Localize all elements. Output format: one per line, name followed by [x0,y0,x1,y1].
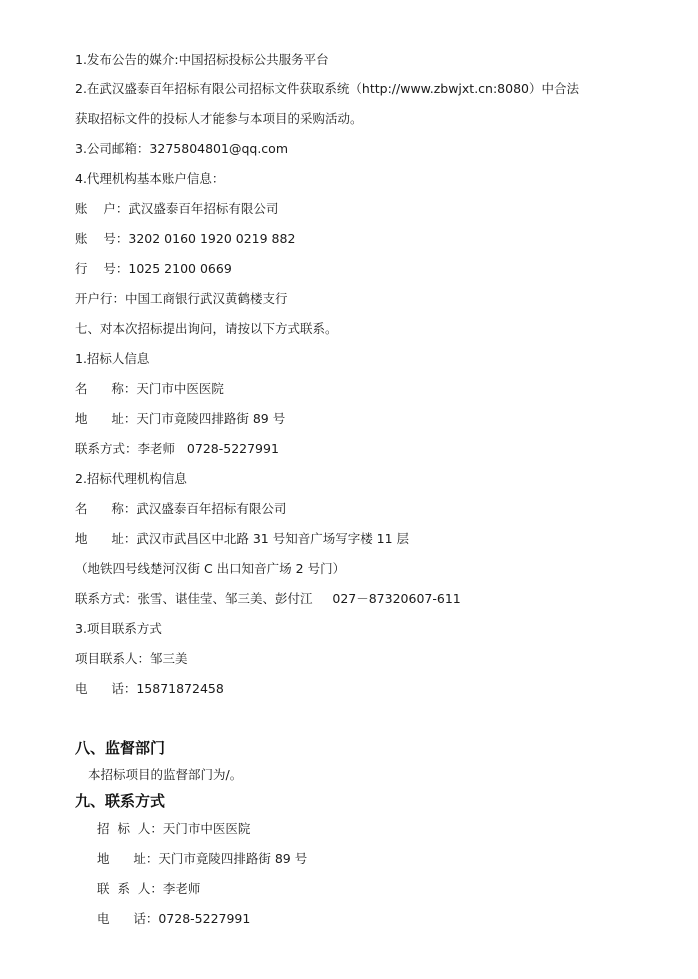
account-number: 账 号：3202 0160 1920 0219 882 [75,231,296,246]
agency-name: 名 称：武汉盛泰百年招标有限公司 [75,501,287,516]
project-contact-person: 项目联系人：邹三美 [75,651,188,666]
section-nine-heading: 九、联系方式 [75,792,166,810]
project-contact-phone: 电 话：15871872458 [75,681,224,696]
account-name: 账 户：武汉盛泰百年招标有限公司 [75,201,279,216]
bank-branch: 开户行：中国工商银行武汉黄鹤楼支行 [75,291,288,306]
agency-address: 地 址：武汉市武昌区中北路 31 号知音广场写字楼 11 层 [75,531,410,546]
project-contact-title: 3.项目联系方式 [75,621,162,636]
tenderer-name: 名 称：天门市中医医院 [75,381,224,396]
tenderer-info-title: 1.招标人信息 [75,351,150,366]
agency-address-note: （地铁四号线楚河汉街 C 出口知音广场 2 号门） [75,561,346,576]
agency-info-title: 2.招标代理机构信息 [75,471,187,486]
contact-phone: 电 话：0728-5227991 [97,911,251,926]
section-eight-heading: 八、监督部门 [75,739,166,757]
email-line: 3.公司邮箱：3275804801@qq.com [75,141,288,156]
media-line: 1.发布公告的媒介:中国招标投标公共服务平台 [75,52,329,67]
contact-tenderer: 招 标 人：天门市中医医院 [97,821,251,836]
tenderer-address: 地 址：天门市竟陵四排路街 89 号 [75,411,286,426]
account-info-title: 4.代理机构基本账户信息： [75,171,225,186]
agency-contact: 联系方式：张雪、谌佳莹、邹三美、彭付江 027－87320607-611 [75,591,461,606]
contact-person: 联 系 人：李老师 [97,881,201,896]
doc-system-line-cont: 获取招标文件的投标人才能参与本项目的采购活动。 [75,111,363,126]
tenderer-contact: 联系方式：李老师 0728-5227991 [75,441,279,456]
section-seven-title: 七、对本次招标提出询问，请按以下方式联系。 [75,321,338,336]
supervision-text: 本招标项目的监督部门为/。 [88,767,243,782]
bank-code: 行 号：1025 2100 0669 [75,261,232,276]
contact-address: 地 址：天门市竟陵四排路街 89 号 [97,851,308,866]
doc-system-line: 2.在武汉盛泰百年招标有限公司招标文件获取系统（http://www.zbwjxt.cn:8080）中合法 [75,81,579,96]
